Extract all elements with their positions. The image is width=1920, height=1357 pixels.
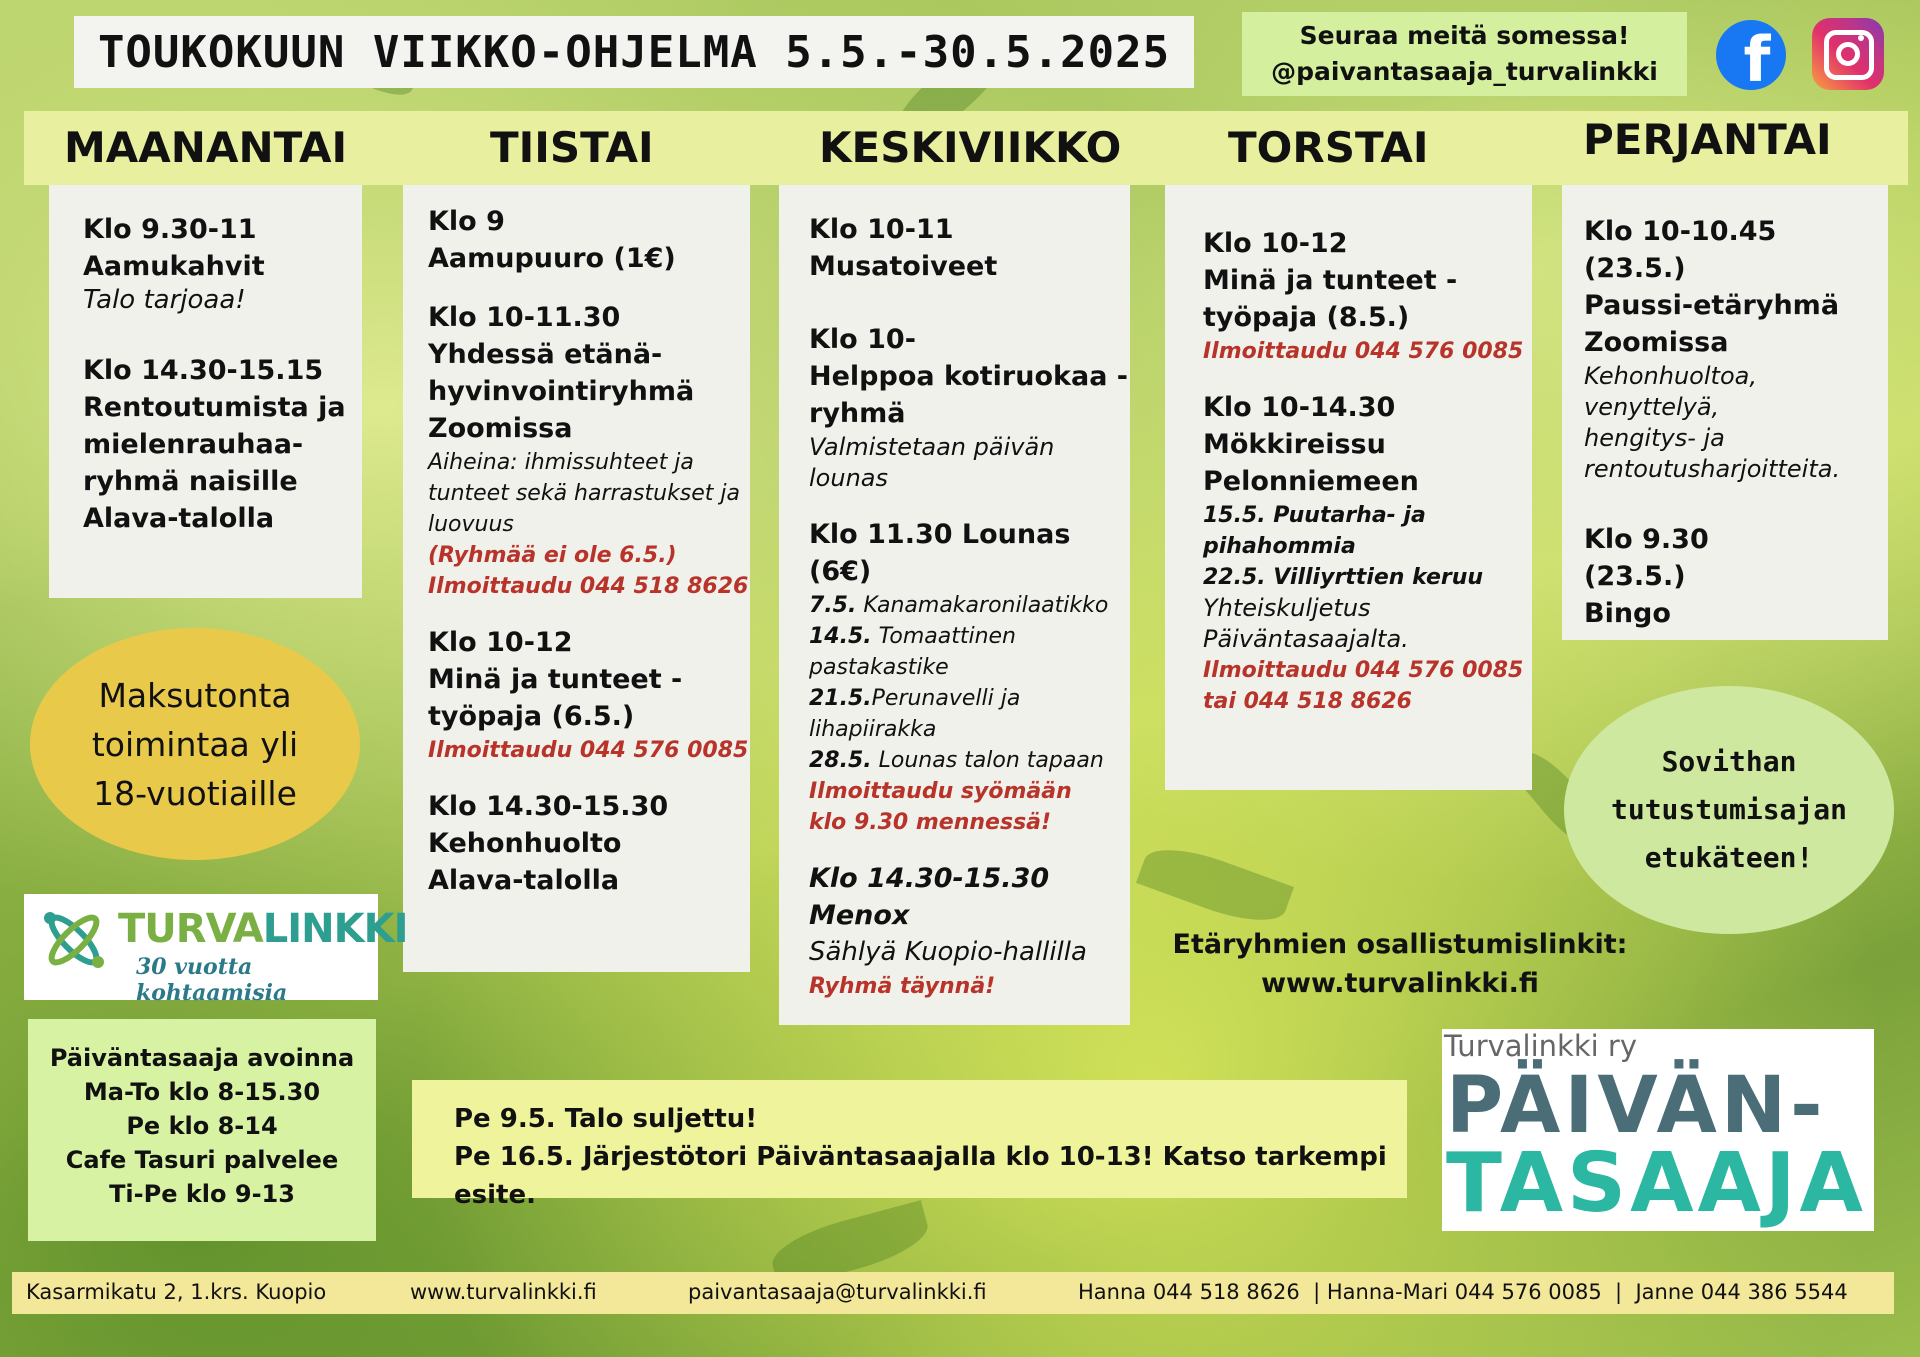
event-time: Klo 9.30-11 [83,214,257,245]
day-thursday: TORSTAI [1228,123,1429,172]
event-time: Klo 9 [428,206,505,237]
social-line: Seuraa meitä somessa! [1299,21,1630,50]
menu-item [809,683,1130,714]
event-title: työpaja (6.5.) [428,701,635,732]
event-subitem: pihahommia [1203,534,1356,559]
event-note: Sählyä Kuopio-hallilla [809,937,1087,967]
event-title: Paussi-etäryhmä [1584,290,1840,321]
menu-dish: Lounas talon tapaan [871,748,1104,773]
logo-word-1: PÄIVÄN- [1446,1061,1827,1151]
event-title: Kehonhuolto [428,828,622,859]
event-alert: klo 9.30 mennessä! [809,810,1052,835]
notice-line: Pe 16.5. Järjestötori Päiväntasaajalla klo 10-13! Katso tarkempi esite. [454,1142,1387,1210]
event-title: Zoomissa [428,413,573,444]
badge-line: etukäteen! [1644,841,1814,874]
free-activity-badge [30,628,360,860]
footer-address: Kasarmikatu 2, 1.krs. Kuopio [26,1280,327,1304]
event-note: Päiväntasaajalta. [1203,625,1409,653]
badge-line: Maksutonta [98,675,292,715]
instagram-lens [1836,42,1860,66]
menu-item [809,745,1130,776]
event-subitem: 15.5. Puutarha- ja [1203,503,1426,528]
event-note: Kehonhuoltoa, venyttelyä, [1584,362,1757,421]
menu-dish: Perunavelli ja [871,686,1021,711]
turvalinkki-wordmark: TURVALINKKI [118,906,408,952]
event-title: Alava-talolla [83,503,275,534]
event-title: Yhdessä etänä- [428,339,663,370]
menu-date: 14.5. [809,624,872,649]
event-title: Minä ja tunteet - [1203,265,1458,296]
menu-dish: pastakastike [809,655,949,680]
day-wednesday: KESKIVIIKKO [819,123,1122,172]
friday-column [1562,185,1888,640]
event-time: Klo 14.30-15.30 [809,863,1050,894]
event-title: hyvinvointiryhmä [428,376,695,407]
day-friday: PERJANTAI [1583,115,1832,164]
event-title: mielenrauhaa- [83,429,304,460]
badge-line: tutustumisajan [1610,793,1847,826]
menu-dish: Kanamakaronilaatikko [856,593,1109,618]
event-subitem: 22.5. Villiyrttien keruu [1203,565,1484,590]
event-alert: (Ryhmää ei ole 6.5.) [428,543,677,568]
day-header-band [24,111,1908,185]
event-title: Zoomissa [1584,327,1729,358]
event-date: (23.5.) [1584,253,1686,284]
event-title: Bingo [1584,598,1671,629]
menu-item [809,621,1130,652]
event-title: Aamukahvit [83,251,265,282]
event-note: luovuus [428,512,514,537]
event-title: Musatoiveet [809,251,998,282]
event-note: rentoutusharjoitteita. [1584,455,1841,483]
event-time: Klo 9.30 [1584,524,1709,555]
event-time: Klo 11.30 Lounas (6€) [809,519,1071,587]
thursday-column [1165,185,1532,790]
background-leaf [1136,836,1294,934]
event-title: Rentoutumista ja [83,392,346,423]
badge-line: 18-vuotiaille [93,773,297,813]
event-date: (23.5.) [1584,561,1686,592]
footer-bar [12,1272,1894,1314]
event-time: Klo 10-14.30 [1203,392,1396,423]
footer-contacts: Hanna 044 518 8626 | Hanna-Mari 044 576 0085 | Janne 044 386 5544 [1078,1280,1848,1304]
hours-line: Ti-Pe klo 9-13 [109,1180,295,1208]
event-time: Klo 10-11 [809,214,954,245]
remote-link[interactable]: www.turvalinkki.fi [1261,968,1539,999]
event-time: Klo 14.30-15.30 [428,791,669,822]
event-title: Minä ja tunteet - [428,664,683,695]
visit-appointment-badge [1564,686,1894,934]
menu-item [809,652,1130,683]
turvalinkki-emblem-icon [38,908,110,972]
opening-hours-box [28,1019,376,1241]
hours-line: Ma-To klo 8-15.30 [83,1078,321,1106]
instagram-dot [1858,35,1864,41]
event-note: Aiheina: ihmissuhteet ja [428,450,694,475]
event-note: hengitys- ja [1584,424,1725,452]
event-alert: Ilmoittaudu syömään [809,779,1072,804]
menu-dish: lihapiirakka [809,717,937,742]
event-time: Klo 10-12 [428,627,573,658]
menu-date: 7.5. [809,593,857,618]
instagram-icon[interactable] [1812,18,1884,90]
paivantasaaja-logo [1442,1029,1874,1231]
event-note: lounas [809,464,888,492]
turvalinkki-slogan: 30 vuotta kohtaamisia [136,954,288,1006]
day-monday: MAANANTAI [64,123,348,172]
signup-phone[interactable]: Ilmoittaudu 044 576 0085 [428,738,749,763]
signup-phone[interactable]: Ilmoittaudu 044 576 0085 [1203,658,1524,683]
footer-email[interactable]: paivantasaaja@turvalinkki.fi [688,1280,987,1304]
hours-line: Päiväntasaaja avoinna [49,1044,355,1072]
wednesday-column [779,185,1130,1025]
menu-item [809,590,1130,621]
page-title-box [74,16,1194,88]
event-note: Yhteiskuljetus [1203,594,1371,622]
menu-dish: Tomaattinen [871,624,1016,649]
logo-word-2: TASAAJA [1446,1136,1867,1231]
hours-line: Pe klo 8-14 [126,1112,278,1140]
badge-line: toimintaa yli [91,724,299,764]
day-tuesday: TIISTAI [490,123,654,172]
event-title: Mökkireissu [1203,429,1386,460]
event-title: Pelonniemeen [1203,466,1419,497]
turvalinkki-logo [24,894,408,1006]
footer-website[interactable]: www.turvalinkki.fi [410,1280,597,1304]
hours-line: Cafe Tasuri palvelee [65,1146,339,1174]
event-time: Klo 10-10.45 [1584,216,1777,247]
event-time: Klo 10-11.30 [428,302,621,333]
event-title: Alava-talolla [428,865,620,896]
tuesday-column [403,185,750,972]
menu-date: 28.5. [809,748,872,773]
social-handle[interactable]: @paivantasaaja_turvalinkki [1271,57,1658,86]
event-title: työpaja (8.5.) [1203,302,1410,333]
menu-item [809,714,1130,745]
event-title: Helppoa kotiruokaa - [809,361,1129,392]
event-note: Valmistetaan päivän [809,433,1055,461]
monday-column [49,185,362,598]
event-note: Talo tarjoaa! [83,285,246,315]
event-alert: Ryhmä täynnä! [809,974,996,999]
notice-box [412,1080,1407,1210]
event-time: Klo 14.30-15.15 [83,355,324,386]
notice-line: Pe 9.5. Talo suljettu! [454,1104,758,1134]
event-title: ryhmä naisille [83,466,298,497]
remote-label: Etäryhmien osallistumislinkit: [1172,929,1628,960]
event-title: Menox [809,900,910,931]
signup-phone[interactable]: Ilmoittaudu 044 576 0085 [1203,339,1524,364]
badge-line: Sovithan [1661,745,1797,778]
page-title: TOUKOKUUN VIIKKO-OHJELMA 5.5.-30.5.2025 [97,26,1171,78]
event-title: ryhmä [809,398,906,429]
facebook-icon[interactable]: f [1716,20,1786,90]
remote-groups-info [1140,925,1660,1003]
signup-phone[interactable]: tai 044 518 8626 [1203,689,1412,714]
event-time: Klo 10- [809,324,916,355]
social-box [1242,12,1687,96]
signup-phone[interactable]: Ilmoittaudu 044 518 8626 [428,574,749,599]
logo-org-name: Turvalinkki ry [1444,1029,1637,1063]
event-note: tunteet sekä harrastukset ja [428,481,741,506]
menu-date: 21.5. [809,686,872,711]
event-title: Aamupuuro (1€) [428,243,676,274]
event-time: Klo 10-12 [1203,228,1348,259]
